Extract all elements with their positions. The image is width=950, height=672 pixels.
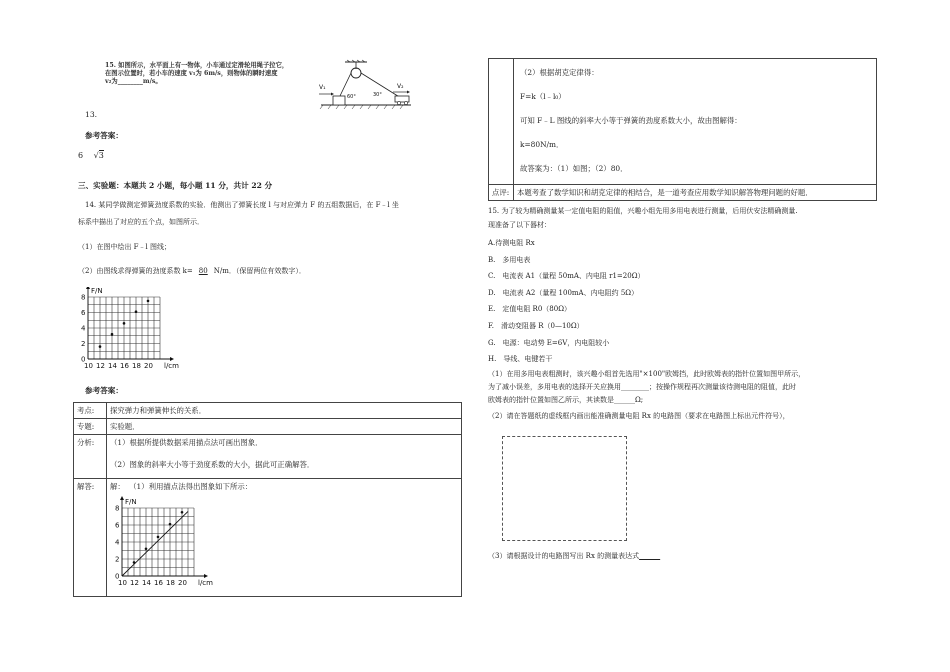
data-point <box>99 345 102 348</box>
q14-text-1: 14. 某同学做测定弹簧劲度系数的实验．他测出了弹簧长度 l 与对应弹力 F 的五组数据后，在 F﹣l 坐 <box>85 201 399 209</box>
angle-30-label: 30° <box>373 92 382 98</box>
fit-line <box>122 511 188 576</box>
x-tick-label: 10 <box>84 362 93 370</box>
q15-part2: （2）请在答题纸的虚线框内画出能准确测量电阻 Rx 的电路图（要求在电路图上标出元件符号）， <box>488 412 790 420</box>
row-zhuanti-label: 专题: <box>74 419 107 435</box>
y-axis-label: F/N <box>125 498 137 506</box>
q15-part3-text: （3）请根据设计的电路图写出 Rx 的测量表达式 <box>488 552 640 560</box>
x-tick-label: 18 <box>132 362 141 370</box>
cart <box>395 96 409 102</box>
y-tick-label: 4 <box>81 324 86 333</box>
sqrt-icon: √ <box>93 151 99 160</box>
y-tick-label: 6 <box>81 309 86 317</box>
equipment-list <box>488 235 645 368</box>
q15-part3 <box>488 552 660 561</box>
sol-line1: （2）根据胡克定律得： <box>520 68 599 77</box>
y-tick-label: 0 <box>115 572 120 581</box>
q15-image-line2: 在图示位置时，若小车的速度 v₁为 6m/s，则物体的瞬时速度 <box>105 70 278 77</box>
sol-line5: 故答案为：（1）如图；（2）80． <box>520 164 628 173</box>
y-tick-label: 6 <box>115 521 120 530</box>
solution-graph-wrap <box>110 492 458 594</box>
data-point <box>123 322 126 325</box>
x-tick-label: 20 <box>178 579 187 587</box>
q15-image-text <box>105 62 288 86</box>
circuit-answer-box[interactable] <box>502 436 627 541</box>
data-point <box>111 333 114 336</box>
row-jieda-content <box>107 479 462 597</box>
pulley-icon <box>351 68 361 78</box>
answer-coefficient: 6 <box>78 151 84 160</box>
solution-box-content <box>514 59 877 185</box>
y-axis-arrow-icon <box>86 287 90 289</box>
equipment-item: C. 电流表 A1（量程 50mA、内电阻 r1=20Ω） <box>488 272 645 281</box>
q15-image-line1: 15. 如图所示，水平面上有一物体，小车通过定滑轮用绳子拉它， <box>105 62 289 69</box>
x-tick-label: 18 <box>166 579 175 587</box>
equipment-item: G. 电源：电动势 E=6V，内电阻较小 <box>488 338 610 347</box>
solution-table-right <box>488 58 877 201</box>
jieda-text: （1）利用描点法得出图象如下所示： <box>129 482 253 491</box>
fenxi-line1: （1）根据所提供数据采用描点法可画出图象． <box>110 438 263 447</box>
data-point <box>157 536 160 539</box>
q15-part1-line1: （1）在用多用电表粗测时，该兴趣小组首先选用"×100"欧姆挡，此时欧姆表的指针位置如图甲所示， <box>488 370 806 378</box>
q15-part1 <box>488 368 805 407</box>
q14-part2-prefix: （2）由图线求得弹簧的劲度系数 k= <box>78 267 193 275</box>
x-tick-label: 20 <box>144 362 153 370</box>
q13-number: 13. <box>85 110 98 119</box>
x-axis-label: l/cm <box>198 579 213 587</box>
data-point <box>135 310 138 313</box>
q14-part1: （1）在图中绘出 F﹣l 图线； <box>78 243 171 251</box>
data-point <box>145 548 148 551</box>
equipment-item: B. 多用电表 <box>488 255 531 264</box>
sol-line4: k=80N/m． <box>520 140 564 149</box>
x-axis-arrow-icon <box>204 574 208 578</box>
y-tick-label: 0 <box>81 355 86 364</box>
comment-content: 本题考查了数学知识和胡克定律的相结合，是一道考查应用数学知识解答物理问题的好题． <box>514 185 877 201</box>
equipment-item: D. 电流表 A2（量程 100mA、内电阻约 5Ω） <box>488 288 639 297</box>
row-jieda-label: 解答: <box>74 479 107 597</box>
data-point <box>169 523 172 526</box>
fenxi-line2: （2）图象的斜率大小等于劲度系数的大小，据此可正确解答． <box>110 460 315 469</box>
q15-part1-line3: 欧姆表的指针位置如图乙所示，其读数是______Ω; <box>488 396 644 404</box>
y-tick-label: 2 <box>115 555 120 564</box>
y-tick-label: 8 <box>81 293 86 302</box>
v2-label: V₂ <box>397 83 404 90</box>
pulley-diagram <box>315 58 415 116</box>
y-axis-arrow-icon <box>120 496 124 500</box>
q15-title-2: 现准备了以下器材： <box>488 221 551 229</box>
data-point <box>147 300 150 303</box>
x-axis-label: l/cm <box>164 362 179 370</box>
sol-line2: F=k（l﹣l₀） <box>520 92 566 101</box>
x-tick-label: 14 <box>142 579 151 587</box>
q14-text-2: 标系中描出了对应的五个点，如图所示． <box>78 218 204 226</box>
y-tick-label: 2 <box>81 340 86 348</box>
y-tick-label: 8 <box>115 504 120 513</box>
x-tick-label: 12 <box>96 362 105 370</box>
equipment-item: F. 滑动变阻器 R（0—10Ω） <box>488 321 584 330</box>
row-kaodian-content: 探究弹力和弹簧伸长的关系． <box>107 403 462 419</box>
answer-value-1 <box>78 151 104 160</box>
answer-heading-2: 参考答案： <box>85 386 123 395</box>
v1-label: V₁ <box>319 84 326 91</box>
y-axis-label: F/N <box>91 287 103 295</box>
equipment-item: A.待测电阻 Rx <box>488 239 535 247</box>
data-point <box>181 511 184 514</box>
q15-title-1: 15. 为了较为精确测量某一定值电阻的阻值，兴趣小组先用多用电表进行测量，后用伏安法精确测量. <box>488 207 798 215</box>
row-zhuanti-content: 实验题． <box>107 419 462 435</box>
x-tick-label: 14 <box>108 362 117 370</box>
row-fenxi-label: 分析: <box>74 435 107 479</box>
q15-part3-blank: ______ <box>639 552 661 560</box>
row-fenxi-content <box>107 435 462 479</box>
answer-heading-1: 参考答案： <box>85 131 123 140</box>
q15-part1-line2: 为了减小误差，多用电表的选择开关应换用________；按操作规程再次测量该待测电阻的阻值，此时 <box>488 383 796 391</box>
x-tick-label: 10 <box>118 579 127 587</box>
comment-label: 点评: <box>489 185 514 201</box>
x-tick-label: 16 <box>120 362 129 370</box>
jieda-sublabel: 解： <box>110 482 125 491</box>
x-axis-arrow-icon <box>170 357 174 361</box>
equipment-item: E. 定值电阻 R0（80Ω） <box>488 305 571 314</box>
equipment-item: H. 导线、电键若干 <box>488 355 553 364</box>
q14-part2 <box>78 267 306 276</box>
row-kaodian-label: 考点: <box>74 403 107 419</box>
sol-line3: 可知 F﹣L 图线的斜率大小等于弹簧的劲度系数大小，故由图解得： <box>520 116 742 125</box>
answer-radicand: 3 <box>98 151 104 160</box>
q14-graph <box>78 287 183 372</box>
q14-part2-suffix: N/m．（保留两位有效数字）． <box>213 267 306 275</box>
angle-60-label: 60° <box>347 94 356 100</box>
x-tick-label: 12 <box>130 579 139 587</box>
solution-graph <box>112 496 217 596</box>
q14-part2-answer: 80 <box>198 267 208 275</box>
y-tick-label: 4 <box>115 538 120 547</box>
solution-table-left <box>73 402 462 597</box>
x-tick-label: 16 <box>154 579 163 587</box>
section3-heading: 三、实验题：本题共 2 小题，每小题 11 分，共计 22 分 <box>78 181 273 190</box>
q15-image-line3: v₂为________m/s。 <box>105 78 162 85</box>
block <box>333 96 345 105</box>
